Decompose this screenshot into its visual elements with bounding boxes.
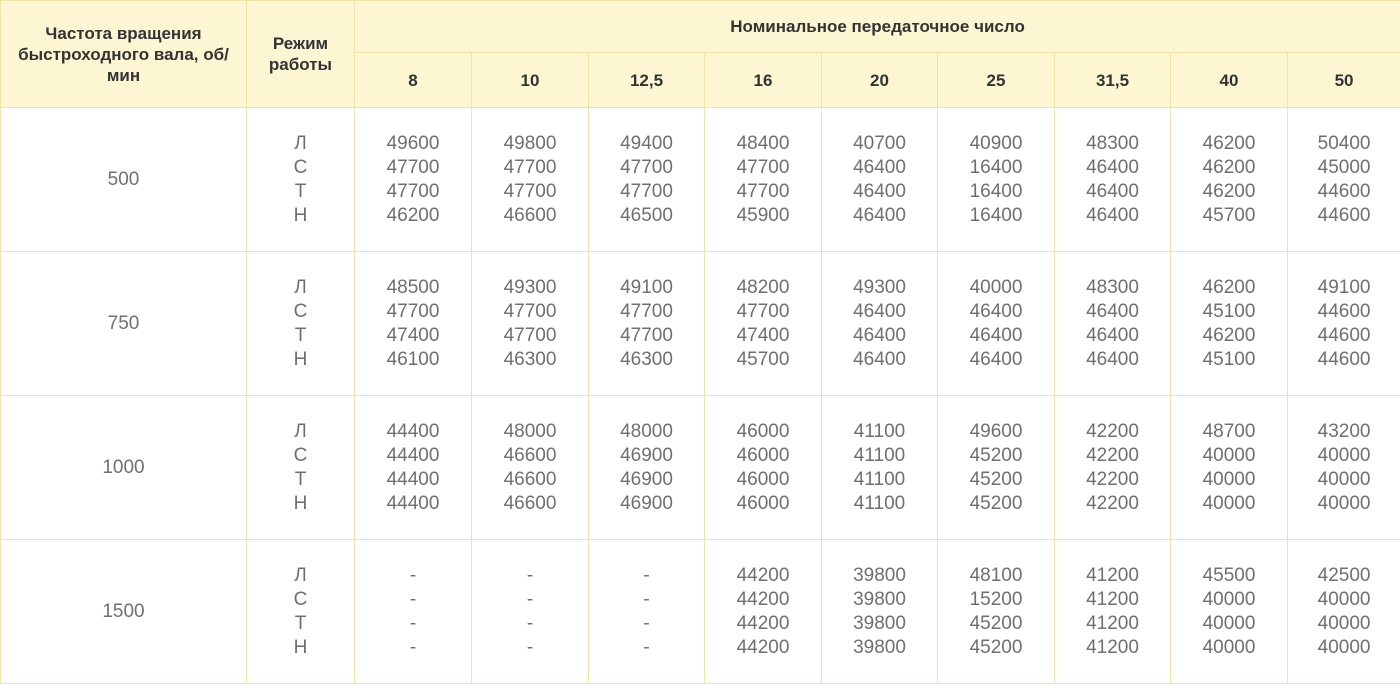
- header-speed: Частота вращения быстроходного вала, об/мин: [1, 1, 247, 108]
- value-cell: [1171, 108, 1288, 252]
- value: 46400: [1086, 324, 1139, 346]
- value: -: [526, 564, 534, 586]
- value: 47700: [503, 300, 557, 322]
- value: 42200: [1086, 468, 1139, 490]
- value: 49800: [503, 132, 557, 154]
- value: 45700: [736, 348, 790, 370]
- speed-cell: 500: [1, 108, 247, 252]
- value: 47700: [386, 156, 440, 178]
- table-row: [1, 252, 1400, 396]
- value: 42200: [1086, 444, 1139, 466]
- value: 44400: [386, 444, 440, 466]
- value: 46400: [1086, 348, 1139, 370]
- header-ratio-value: 12,5: [589, 53, 705, 108]
- value: 47700: [386, 180, 440, 202]
- mode-cell: [247, 252, 355, 396]
- value: 45100: [1202, 348, 1256, 370]
- value: 16400: [969, 204, 1023, 226]
- value: 40000: [1202, 588, 1256, 610]
- value: 44400: [386, 492, 440, 514]
- speed-cell: 750: [1, 252, 247, 396]
- value: 46400: [969, 324, 1023, 346]
- value: 47700: [620, 156, 673, 178]
- header-ratio-value: 31,5: [1055, 53, 1171, 108]
- value-cell: [355, 108, 472, 252]
- header-mode: Режим работы: [247, 1, 355, 108]
- value: 44400: [386, 420, 440, 442]
- value: 46200: [386, 204, 440, 226]
- value: 44600: [1317, 204, 1371, 226]
- value: -: [643, 564, 650, 586]
- value: 44200: [736, 636, 790, 658]
- mode-label: Н: [293, 348, 308, 370]
- value: 15200: [969, 588, 1023, 610]
- value: 46400: [853, 156, 906, 178]
- value-cell: [938, 396, 1055, 540]
- value: 46400: [969, 348, 1023, 370]
- value: 47700: [736, 180, 790, 202]
- value: 41100: [853, 444, 906, 466]
- value-cell: [355, 252, 472, 396]
- value: 45500: [1202, 564, 1256, 586]
- value: 46400: [1086, 300, 1139, 322]
- value: 49300: [503, 276, 557, 298]
- value: 46000: [736, 444, 790, 466]
- value: 45100: [1202, 300, 1256, 322]
- value: 44200: [736, 564, 790, 586]
- value: 47700: [503, 156, 557, 178]
- value: 46200: [1202, 132, 1256, 154]
- value: 40000: [1317, 612, 1371, 634]
- value-cell: [705, 252, 822, 396]
- value: 48500: [386, 276, 440, 298]
- value-cell: [355, 540, 472, 684]
- value: 46200: [1202, 180, 1256, 202]
- value: 46200: [1202, 156, 1256, 178]
- value-cell: [938, 540, 1055, 684]
- value-cell: [1171, 540, 1288, 684]
- value-cell: [822, 108, 938, 252]
- mode-label: Т: [294, 180, 307, 202]
- value: 47700: [503, 324, 557, 346]
- value: 49600: [969, 420, 1023, 442]
- value: 48000: [620, 420, 673, 442]
- header-ratio-value: 10: [472, 53, 589, 108]
- value: 47400: [736, 324, 790, 346]
- value: 47700: [620, 180, 673, 202]
- table-row: [1, 396, 1400, 540]
- value: -: [409, 564, 417, 586]
- mode-label: Н: [293, 492, 308, 514]
- value: 44600: [1317, 300, 1371, 322]
- mode-label: Л: [294, 276, 307, 298]
- value: 48000: [503, 420, 557, 442]
- value: 41100: [853, 468, 906, 490]
- value: 47700: [503, 180, 557, 202]
- value: 46000: [736, 468, 790, 490]
- value: 45200: [969, 492, 1023, 514]
- value: 48700: [1202, 420, 1256, 442]
- value-cell: [472, 540, 589, 684]
- value: 46200: [1202, 324, 1256, 346]
- mode-cell: [247, 396, 355, 540]
- value: 46400: [853, 204, 906, 226]
- value: 41100: [853, 420, 906, 442]
- value-cell: [822, 540, 938, 684]
- value-cell: [705, 540, 822, 684]
- table-row: [1, 108, 1400, 252]
- value-cell: [938, 108, 1055, 252]
- value: 40000: [1202, 468, 1256, 490]
- value: 40900: [969, 132, 1023, 154]
- value: 42200: [1086, 492, 1139, 514]
- speed-cell: 1500: [1, 540, 247, 684]
- mode-cell: [247, 108, 355, 252]
- value: -: [643, 636, 650, 658]
- value: 45700: [1202, 204, 1256, 226]
- value: 45200: [969, 444, 1023, 466]
- value: 39800: [853, 636, 906, 658]
- value: 47700: [736, 156, 790, 178]
- value: 46400: [853, 348, 906, 370]
- value: 46000: [736, 492, 790, 514]
- value: 40000: [1317, 468, 1371, 490]
- value: 44600: [1317, 324, 1371, 346]
- value: 49300: [853, 276, 906, 298]
- value: -: [409, 636, 417, 658]
- value: 40000: [1317, 588, 1371, 610]
- value: 46500: [620, 204, 673, 226]
- value: 44200: [736, 588, 790, 610]
- header-ratio-value: 40: [1171, 53, 1288, 108]
- value: 45200: [969, 636, 1023, 658]
- value: 40000: [1202, 444, 1256, 466]
- header-ratio-value: 20: [822, 53, 938, 108]
- value-cell: [589, 252, 705, 396]
- value: 47700: [620, 300, 673, 322]
- header-ratio-value: 25: [938, 53, 1055, 108]
- value-cell: [1055, 540, 1171, 684]
- header-ratio: Номинальное передаточное число: [355, 1, 1400, 53]
- mode-label: Л: [294, 132, 307, 154]
- value: 46900: [620, 444, 673, 466]
- value-cell: [589, 540, 705, 684]
- value: 46600: [503, 444, 557, 466]
- value: 16400: [969, 156, 1023, 178]
- value: 46400: [853, 324, 906, 346]
- value: 40000: [1317, 636, 1371, 658]
- value-cell: [589, 108, 705, 252]
- mode-cell: [247, 540, 355, 684]
- value: 41200: [1086, 612, 1139, 634]
- value: 49600: [386, 132, 440, 154]
- value-cell: [1055, 252, 1171, 396]
- value-cell: [472, 396, 589, 540]
- mode-label: Н: [293, 204, 308, 226]
- value: 45900: [736, 204, 790, 226]
- value: 40700: [853, 132, 906, 154]
- value: 48100: [969, 564, 1023, 586]
- value-cell: [705, 108, 822, 252]
- value: 39800: [853, 612, 906, 634]
- mode-label: Т: [294, 612, 307, 634]
- value: 50400: [1317, 132, 1371, 154]
- value: 45200: [969, 468, 1023, 490]
- value: 48400: [736, 132, 790, 154]
- value: 46200: [1202, 276, 1256, 298]
- value: 46000: [736, 420, 790, 442]
- value: 48300: [1086, 132, 1139, 154]
- value: 47700: [386, 300, 440, 322]
- value-cell: [1055, 108, 1171, 252]
- header-ratio-value: 8: [355, 53, 472, 108]
- value: 41100: [853, 492, 906, 514]
- mode-label: Н: [293, 636, 308, 658]
- value: 47700: [620, 324, 673, 346]
- value: 40000: [1317, 492, 1371, 514]
- header-ratio-value: 50: [1288, 53, 1400, 108]
- value: 46600: [503, 468, 557, 490]
- mode-label: Т: [294, 324, 307, 346]
- value: 41200: [1086, 636, 1139, 658]
- header-ratio-value: 16: [705, 53, 822, 108]
- mode-label: Л: [294, 564, 307, 586]
- value: 16400: [969, 180, 1023, 202]
- value-cell: [1288, 540, 1400, 684]
- value: 46300: [620, 348, 673, 370]
- value: 42500: [1317, 564, 1371, 586]
- value: 44400: [386, 468, 440, 490]
- value-cell: [355, 396, 472, 540]
- value: 49100: [620, 276, 673, 298]
- value-cell: [1055, 396, 1171, 540]
- mode-label: С: [293, 156, 308, 178]
- value: 46600: [503, 492, 557, 514]
- value: 46600: [503, 204, 557, 226]
- mode-label: С: [293, 300, 308, 322]
- value: 40000: [1202, 636, 1256, 658]
- value-cell: [1171, 396, 1288, 540]
- value: 40000: [969, 276, 1023, 298]
- value: 41200: [1086, 564, 1139, 586]
- value: 48300: [1086, 276, 1139, 298]
- value-cell: [822, 396, 938, 540]
- value: 46300: [503, 348, 557, 370]
- value: -: [526, 588, 534, 610]
- mode-label: Т: [294, 468, 307, 490]
- value-cell: [589, 396, 705, 540]
- value-cell: [705, 396, 822, 540]
- value: 46400: [853, 180, 906, 202]
- value: 40000: [1202, 612, 1256, 634]
- value: 42200: [1086, 420, 1139, 442]
- value: 40000: [1202, 492, 1256, 514]
- value: 47700: [736, 300, 790, 322]
- value-cell: [1288, 108, 1400, 252]
- value-cell: [1171, 252, 1288, 396]
- value: 46100: [386, 348, 440, 370]
- value: 39800: [853, 588, 906, 610]
- speed-cell: 1000: [1, 396, 247, 540]
- value: 46400: [1086, 180, 1139, 202]
- value: 46400: [1086, 204, 1139, 226]
- value: 44600: [1317, 180, 1371, 202]
- value: -: [643, 612, 650, 634]
- value: 44600: [1317, 348, 1371, 370]
- value: 46400: [1086, 156, 1139, 178]
- value: 48200: [736, 276, 790, 298]
- value: 45000: [1317, 156, 1371, 178]
- table-row: [1, 540, 1400, 684]
- value: 46900: [620, 468, 673, 490]
- value: 41200: [1086, 588, 1139, 610]
- mode-label: С: [293, 588, 308, 610]
- value: -: [643, 588, 650, 610]
- mode-label: Л: [294, 420, 307, 442]
- value-cell: [1288, 396, 1400, 540]
- value: 44200: [736, 612, 790, 634]
- value: 46400: [969, 300, 1023, 322]
- value: 39800: [853, 564, 906, 586]
- value: -: [409, 612, 417, 634]
- value: 45200: [969, 612, 1023, 634]
- value: 40000: [1317, 444, 1371, 466]
- value-cell: [822, 252, 938, 396]
- value: 49400: [620, 132, 673, 154]
- value: 46900: [620, 492, 673, 514]
- value: 46400: [853, 300, 906, 322]
- value-cell: [472, 108, 589, 252]
- value-cell: [1288, 252, 1400, 396]
- value-cell: [472, 252, 589, 396]
- value: -: [409, 588, 417, 610]
- value-cell: [938, 252, 1055, 396]
- mode-label: С: [293, 444, 308, 466]
- value: -: [526, 636, 534, 658]
- value: -: [526, 612, 534, 634]
- value: 43200: [1317, 420, 1371, 442]
- value: 47400: [386, 324, 440, 346]
- value: 49100: [1317, 276, 1371, 298]
